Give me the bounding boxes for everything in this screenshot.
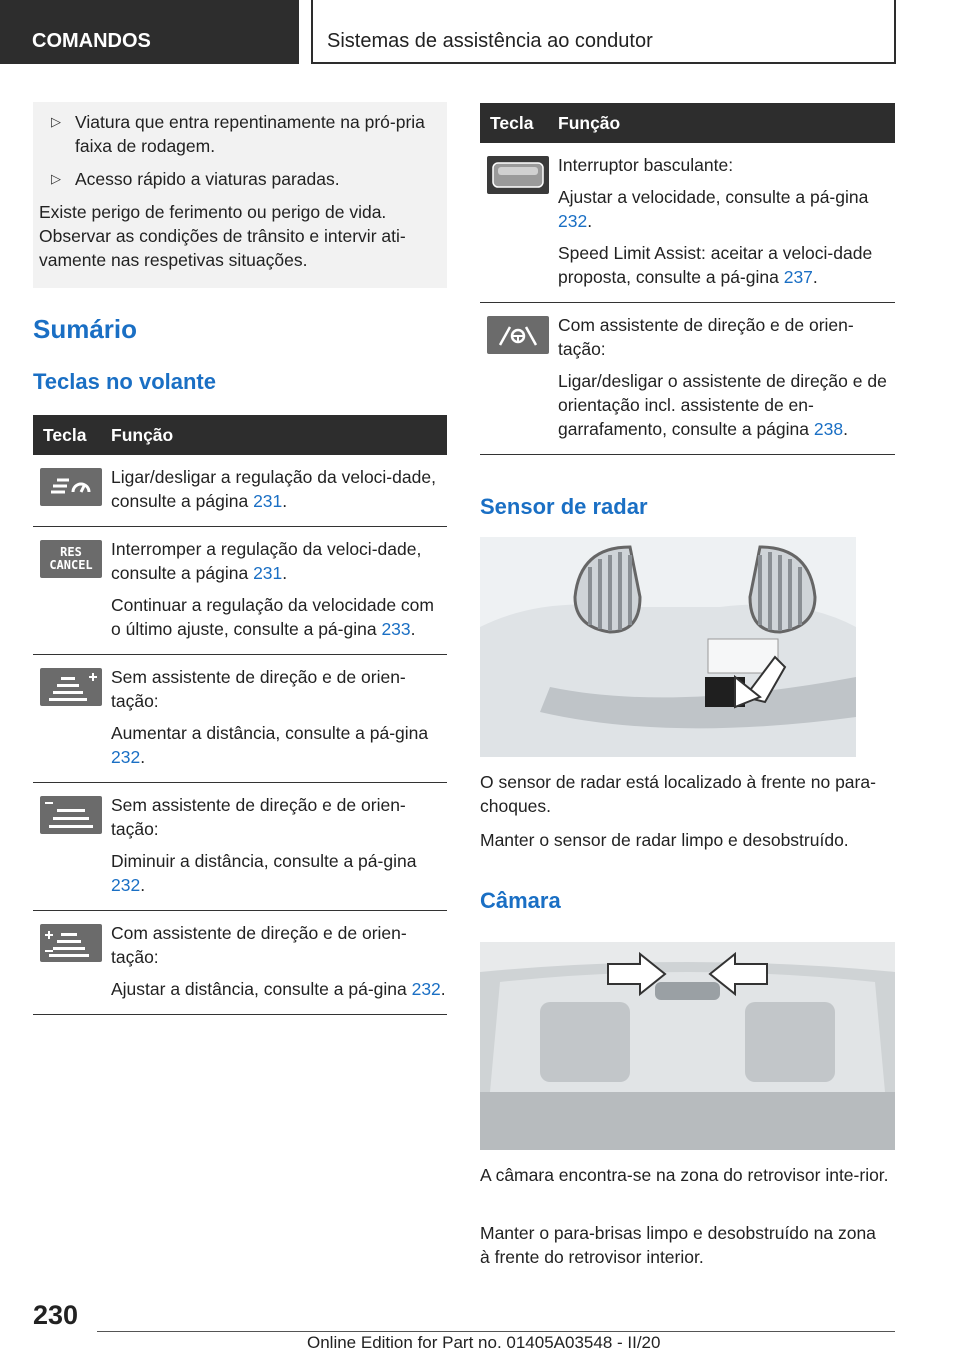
warning-bullet: ▷ Viatura que entra repentinamente na pró-pria faixa de rodagem. — [51, 112, 425, 156]
bullet-triangle-icon: ▷ — [51, 114, 61, 129]
table-row — [33, 455, 447, 527]
distance-decrease-icon — [40, 796, 102, 834]
camera-paragraph-1: A câmara encontra-se na zona do retrovisor inte-rior. — [480, 1165, 889, 1185]
row-text: Ligar/desligar a regulação da veloci-dade, consulte a página 231. — [111, 467, 436, 511]
table-row — [33, 911, 447, 1015]
rocker-switch-icon — [487, 156, 549, 194]
steering-keys-heading: Teclas no volante — [33, 369, 216, 394]
row-text: Com assistente de direção e de orien-tação: — [558, 315, 854, 359]
footer-divider — [97, 1331, 895, 1332]
bullet-triangle-icon: ▷ — [51, 171, 61, 186]
col-key-header: Tecla — [33, 415, 111, 455]
radar-sensor-image — [480, 537, 856, 757]
row-text: Continuar a regulação da velocidade com o último ajuste, consulte a pá-gina 233. — [111, 595, 434, 639]
section-tab — [0, 0, 299, 64]
table-header-row — [33, 415, 447, 455]
table-header-row — [480, 103, 895, 143]
row-text: Diminuir a distância, consulte a pá-gina 232. — [111, 851, 417, 895]
col-key-header: Tecla — [480, 103, 558, 143]
res-cancel-icon: RES CANCEL — [40, 540, 102, 578]
distance-increase-icon — [40, 668, 102, 706]
row-text: Ligar/desligar o assistente de direção e de orientação incl. assistente de en-garrafamento, consulte a página 238. — [558, 371, 887, 439]
cruise-control-icon — [40, 468, 102, 506]
section-title: COMANDOS — [32, 30, 151, 52]
page-link[interactable]: 232 — [411, 979, 441, 999]
summary-heading: Sumário — [33, 314, 138, 344]
page-link[interactable]: 232 — [111, 747, 141, 767]
row-text: Sem assistente de direção e de orien-tação: — [111, 667, 406, 711]
steering-assistant-icon — [487, 316, 549, 354]
camera-paragraph-2: Manter o para-brisas limpo e desobstruído na zona à frente do retrovisor interior. — [480, 1223, 876, 1267]
camera-image — [480, 942, 895, 1150]
row-text: Ajustar a distância, consulte a pá-gina 232. — [111, 979, 446, 999]
chapter-title: Sistemas de assistência ao condutor — [327, 30, 653, 52]
row-text: Speed Limit Assist: aceitar a veloci-dade proposta, consulte a pá-gina 237. — [558, 243, 873, 287]
table-row — [480, 303, 895, 455]
table-row — [33, 527, 447, 655]
page-number: 230 — [33, 1300, 79, 1330]
radar-paragraph-2: Manter o sensor de radar limpo e desobstruído. — [480, 830, 849, 850]
row-text: Sem assistente de direção e de orien-tação: — [111, 795, 406, 839]
page-link[interactable]: 237 — [783, 267, 813, 287]
radar-paragraph-1: O sensor de radar está localizado à frente no para-choques. — [480, 772, 876, 816]
page-link[interactable]: 232 — [111, 875, 141, 895]
edition-note: Online Edition for Part no. 01405A03548 - II/20 — [307, 1333, 661, 1352]
page-link[interactable]: 232 — [558, 211, 588, 231]
table-row — [33, 783, 447, 911]
radar-heading: Sensor de radar — [480, 494, 648, 519]
warning-bullet: ▷ Acesso rápido a viaturas paradas. — [51, 169, 340, 189]
row-text: Interromper a regulação da veloci-dade, consulte a página 231. — [111, 539, 422, 583]
chapter-header — [311, 0, 896, 64]
warning-text: Existe perigo de ferimento ou perigo de vida. Observar as condições de trânsito e intervir ati-vamente nas respetivas situações. — [39, 202, 406, 270]
page-link[interactable]: 233 — [381, 619, 411, 639]
steering-keys-table-continued — [480, 103, 895, 455]
warning-box — [33, 102, 447, 288]
col-function-header: Função — [558, 103, 895, 143]
row-text: Com assistente de direção e de orien-tação: — [111, 923, 407, 967]
row-text: Aumentar a distância, consulte a pá-gina 232. — [111, 723, 429, 767]
table-row — [480, 143, 895, 303]
row-text: Interruptor basculante: — [558, 155, 734, 175]
camera-heading: Câmara — [480, 888, 561, 913]
page-link[interactable]: 231 — [253, 491, 283, 511]
steering-keys-table — [33, 415, 447, 1015]
row-text: Ajustar a velocidade, consulte a pá-gina 232. — [558, 187, 869, 231]
page-link[interactable]: 231 — [253, 563, 283, 583]
table-row — [33, 655, 447, 783]
page-link[interactable]: 238 — [813, 419, 844, 439]
distance-adjust-icon — [40, 924, 102, 962]
col-function-header: Função — [111, 415, 447, 455]
